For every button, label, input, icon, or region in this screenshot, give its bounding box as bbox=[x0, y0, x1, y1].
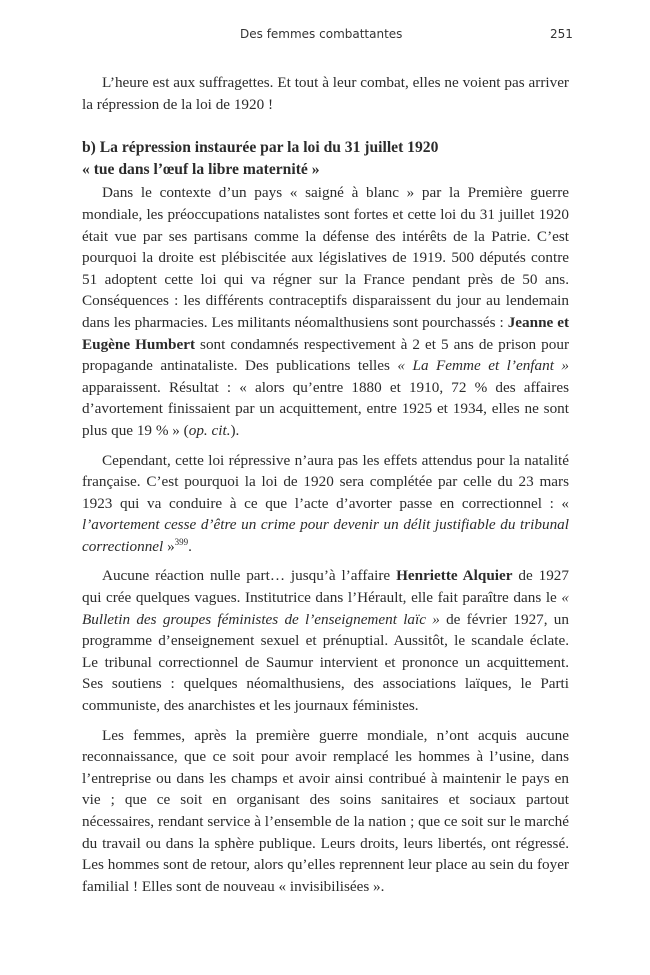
name-alquier: Henriette Alquier bbox=[396, 567, 513, 585]
section-heading bbox=[82, 137, 569, 180]
paragraph-intro: L’heure est aux suffragettes. Et tout à leur combat, elles ne voient pas arriver la répression de la loi de 1920 ! bbox=[82, 74, 569, 113]
footnote-ref[interactable]: 399 bbox=[174, 536, 189, 547]
text-run: » bbox=[163, 537, 175, 555]
text-run: Aucune réaction nulle part… jusqu’à l’affaire bbox=[102, 567, 397, 585]
text-run: . bbox=[188, 537, 192, 555]
text-run: de 1927 qui crée quelques vagues. Institutrice dans l’Hérault, elle fait paraître dans le bbox=[82, 567, 569, 607]
name-humbert: Jeanne et Eugène Humbert bbox=[82, 313, 569, 353]
text-run: Cependant, cette loi répressive n’aura pas les effets attendus pour la natalité française. C’est pourquoi la loi de 1920 sera complétée par celle du 23 mars 1923 qui va conduire à ce que l’acte d’avorter passe en correctionnel : « bbox=[82, 451, 569, 512]
quote-italic: l’avortement cesse d’être un crime pour devenir un délit justifiable du tribunal correctionnel bbox=[82, 516, 569, 555]
text-run: de février 1927, un programme d’enseignement sexuel et prénuptial. Aussitôt, le scandale éclate. Le tribunal correctionnel de Saumur intervient et prononce un acquittement. Ses soutiens : quelques néomalthusiens, des associations laïques, le Parti communiste, des anarchistes et les journaux féministes. bbox=[82, 610, 569, 715]
paragraph-context bbox=[82, 182, 569, 441]
publication-title: « La Femme et l’enfant » bbox=[397, 357, 569, 375]
page-number: 251 bbox=[550, 27, 573, 41]
bulletin-title: « Bulletin des groupes féministes de l’enseignement laïc » bbox=[82, 589, 569, 628]
citation-op-cit: op. cit. bbox=[188, 421, 231, 439]
paragraph-alquier bbox=[82, 565, 569, 716]
running-title: Des femmes combattantes bbox=[240, 27, 403, 41]
text-run: ). bbox=[230, 421, 240, 439]
text-run: sont condamnés respectivement à 2 et 5 ans de prison pour propagande antinataliste. Des publications telles bbox=[82, 335, 569, 375]
text-run: apparaissent. Résultat : « alors qu’entre 1880 et 1910, 72 % des affaires d’avortement finissaient par un acquittement, entre 1925 et 1934, elles ne sont plus que 19 % » ( bbox=[82, 378, 569, 439]
section-heading-line-2: « tue dans l’œuf la libre maternité » bbox=[82, 160, 320, 178]
section-heading-line-1: b) La répression instaurée par la loi du 31 juillet 1920 bbox=[82, 139, 439, 157]
paragraph-law-1923 bbox=[82, 450, 569, 558]
page-body bbox=[82, 72, 569, 905]
text-run: Dans le contexte d’un pays « saigné à blanc » par la Première guerre mondiale, les préoccupations natalistes sont fortes et cette loi du 31 juillet 1920 était vue par ses partisans comme la défense des intérêts de la Patrie. C’est pourquoi la droite est plébiscitée aux législatives de 1919. 500 députés contre 51 adoptent cette loi qui va régner sur la France pendant près de 50 ans. Conséquences : les différents contraceptifs disparaissent du jour au lendemain dans les pharmacies. Les militants néomalthusiens sont pourchassés : bbox=[82, 184, 569, 331]
paragraph-conclusion: Les femmes, après la première guerre mondiale, n’ont acquis aucune reconnaissance, que ce soit pour avoir remplacé les hommes à l’usine, dans l’entreprise ou dans les champs et avoir ainsi contribué à maintenir le pays en vie ; que ce soit en organisant des soins sanitaires et sociaux partout nécessaires, rendant service à l’ensemble de la nation ; que ce soit sur le marché du travail ou dans la sphère publique. Leurs droits, leurs libertés, ont régressé. Les hommes sont de retour, alors qu’elles reprennent leur place au sein du foyer familial ! Elles sont de nouveau « invisibilisées ». bbox=[82, 726, 569, 895]
